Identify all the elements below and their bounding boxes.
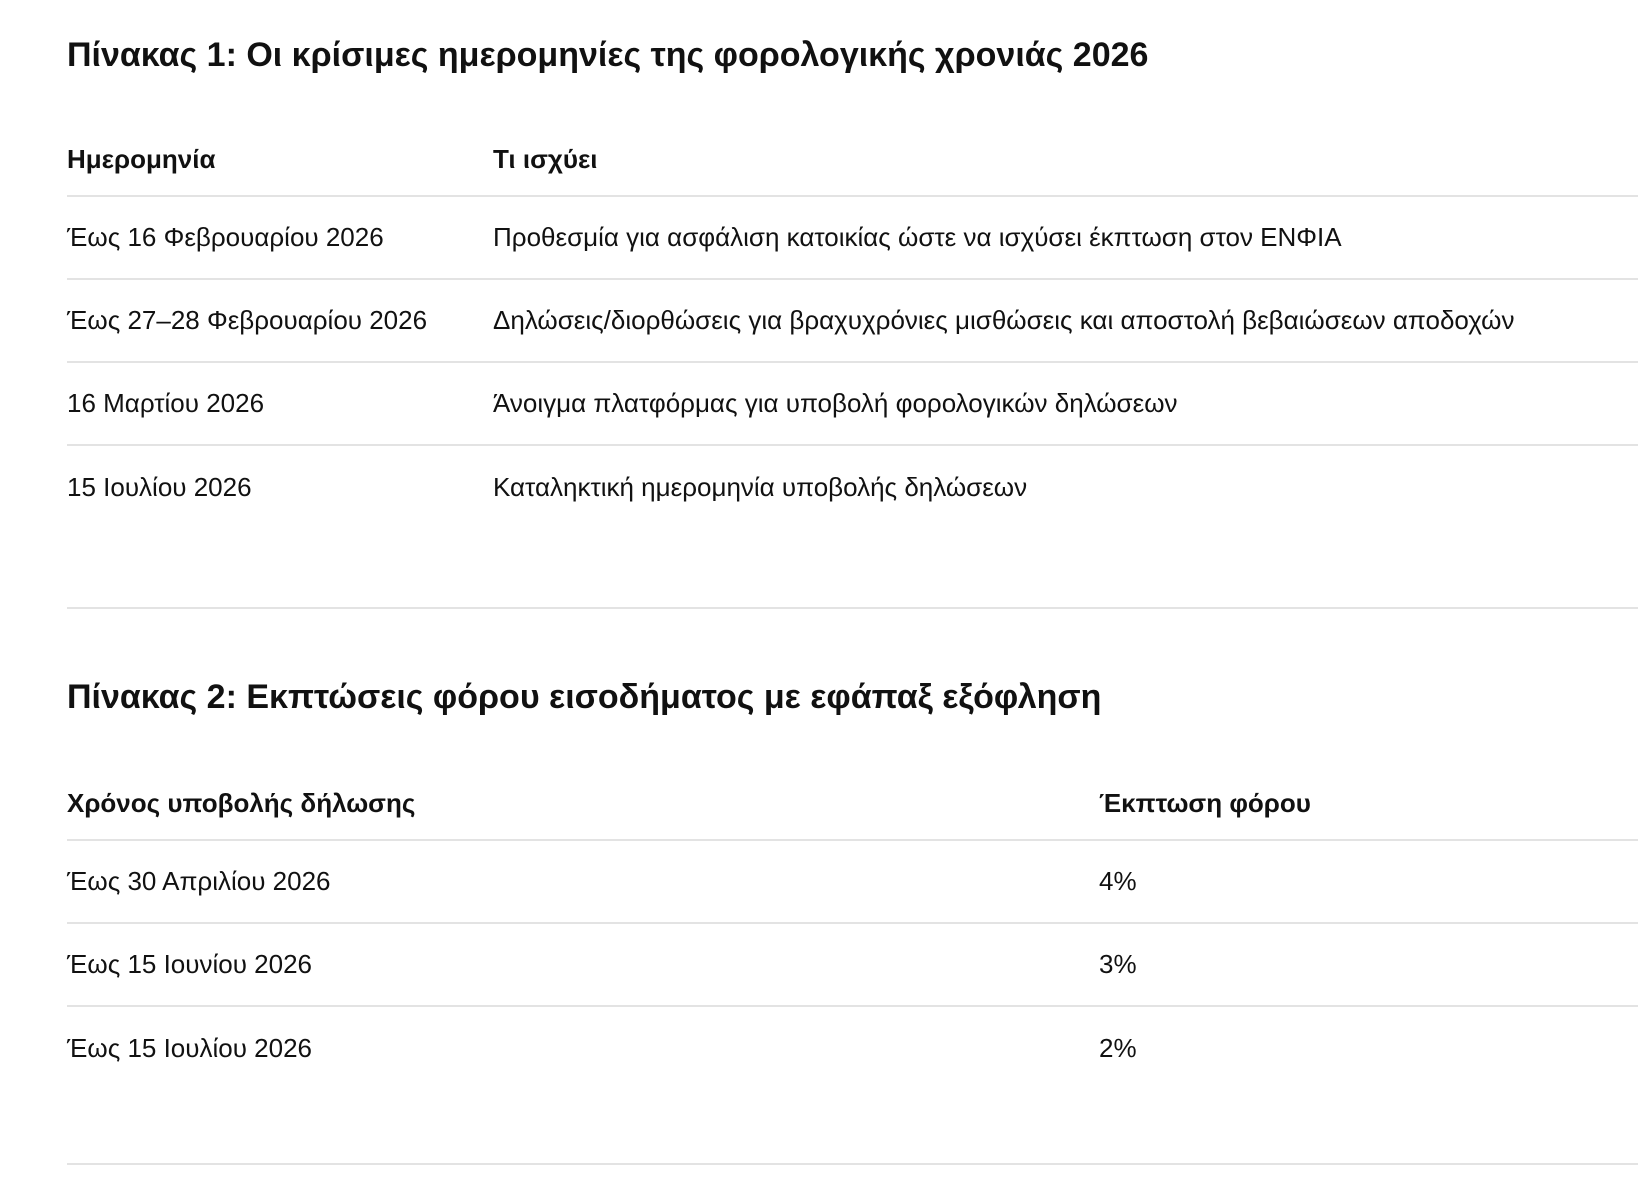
description-cell: Δηλώσεις/διορθώσεις για βραχυχρόνιες μισθώσεις και αποστολή βεβαιώσεων αποδοχών	[493, 305, 1515, 335]
table-row	[67, 841, 1638, 924]
section-divider	[67, 607, 1638, 609]
table2-title: Πίνακας 2: Εκπτώσεις φόρου εισοδήματος με εφάπαξ εξόφληση	[67, 678, 1102, 716]
table-row	[67, 924, 1638, 1007]
table-row	[67, 446, 1638, 529]
date-cell: 15 Ιουλίου 2026	[67, 472, 252, 502]
date-cell: Έως 27–28 Φεβρουαρίου 2026	[67, 305, 428, 335]
filing-time-cell: Έως 15 Ιουλίου 2026	[67, 1033, 313, 1063]
column-header-filing-time: Χρόνος υποβολής δήλωσης	[67, 788, 416, 818]
table-row	[67, 280, 1638, 363]
filing-time-cell: Έως 15 Ιουνίου 2026	[67, 949, 313, 979]
table1-title: Πίνακας 1: Οι κρίσιμες ημερομηνίες της φορολογικής χρονιάς 2026	[67, 36, 1149, 74]
key-dates-table	[67, 124, 1638, 529]
table-row	[67, 1007, 1638, 1090]
column-header-date: Ημερομηνία	[67, 144, 216, 174]
table-row	[67, 363, 1638, 446]
column-header-description: Τι ισχύει	[493, 144, 598, 174]
table-header-row	[67, 124, 1638, 197]
section-divider	[67, 1163, 1638, 1165]
column-header-discount: Έκπτωση φόρου	[1099, 788, 1311, 818]
discount-cell: 4%	[1099, 866, 1137, 896]
date-cell: Έως 16 Φεβρουαρίου 2026	[67, 222, 384, 252]
discount-cell: 3%	[1099, 949, 1137, 979]
description-cell: Προθεσμία για ασφάλιση κατοικίας ώστε να ισχύσει έκπτωση στον ΕΝΦΙΑ	[493, 222, 1342, 252]
table-header-row	[67, 768, 1638, 841]
description-cell: Καταληκτική ημερομηνία υποβολής δηλώσεων	[493, 472, 1028, 502]
table-row	[67, 197, 1638, 280]
filing-time-cell: Έως 30 Απριλίου 2026	[67, 866, 331, 896]
description-cell: Άνοιγμα πλατφόρμας για υποβολή φορολογικών δηλώσεων	[493, 388, 1178, 418]
tax-discount-table	[67, 768, 1638, 1090]
date-cell: 16 Μαρτίου 2026	[67, 388, 265, 418]
discount-cell: 2%	[1099, 1033, 1137, 1063]
